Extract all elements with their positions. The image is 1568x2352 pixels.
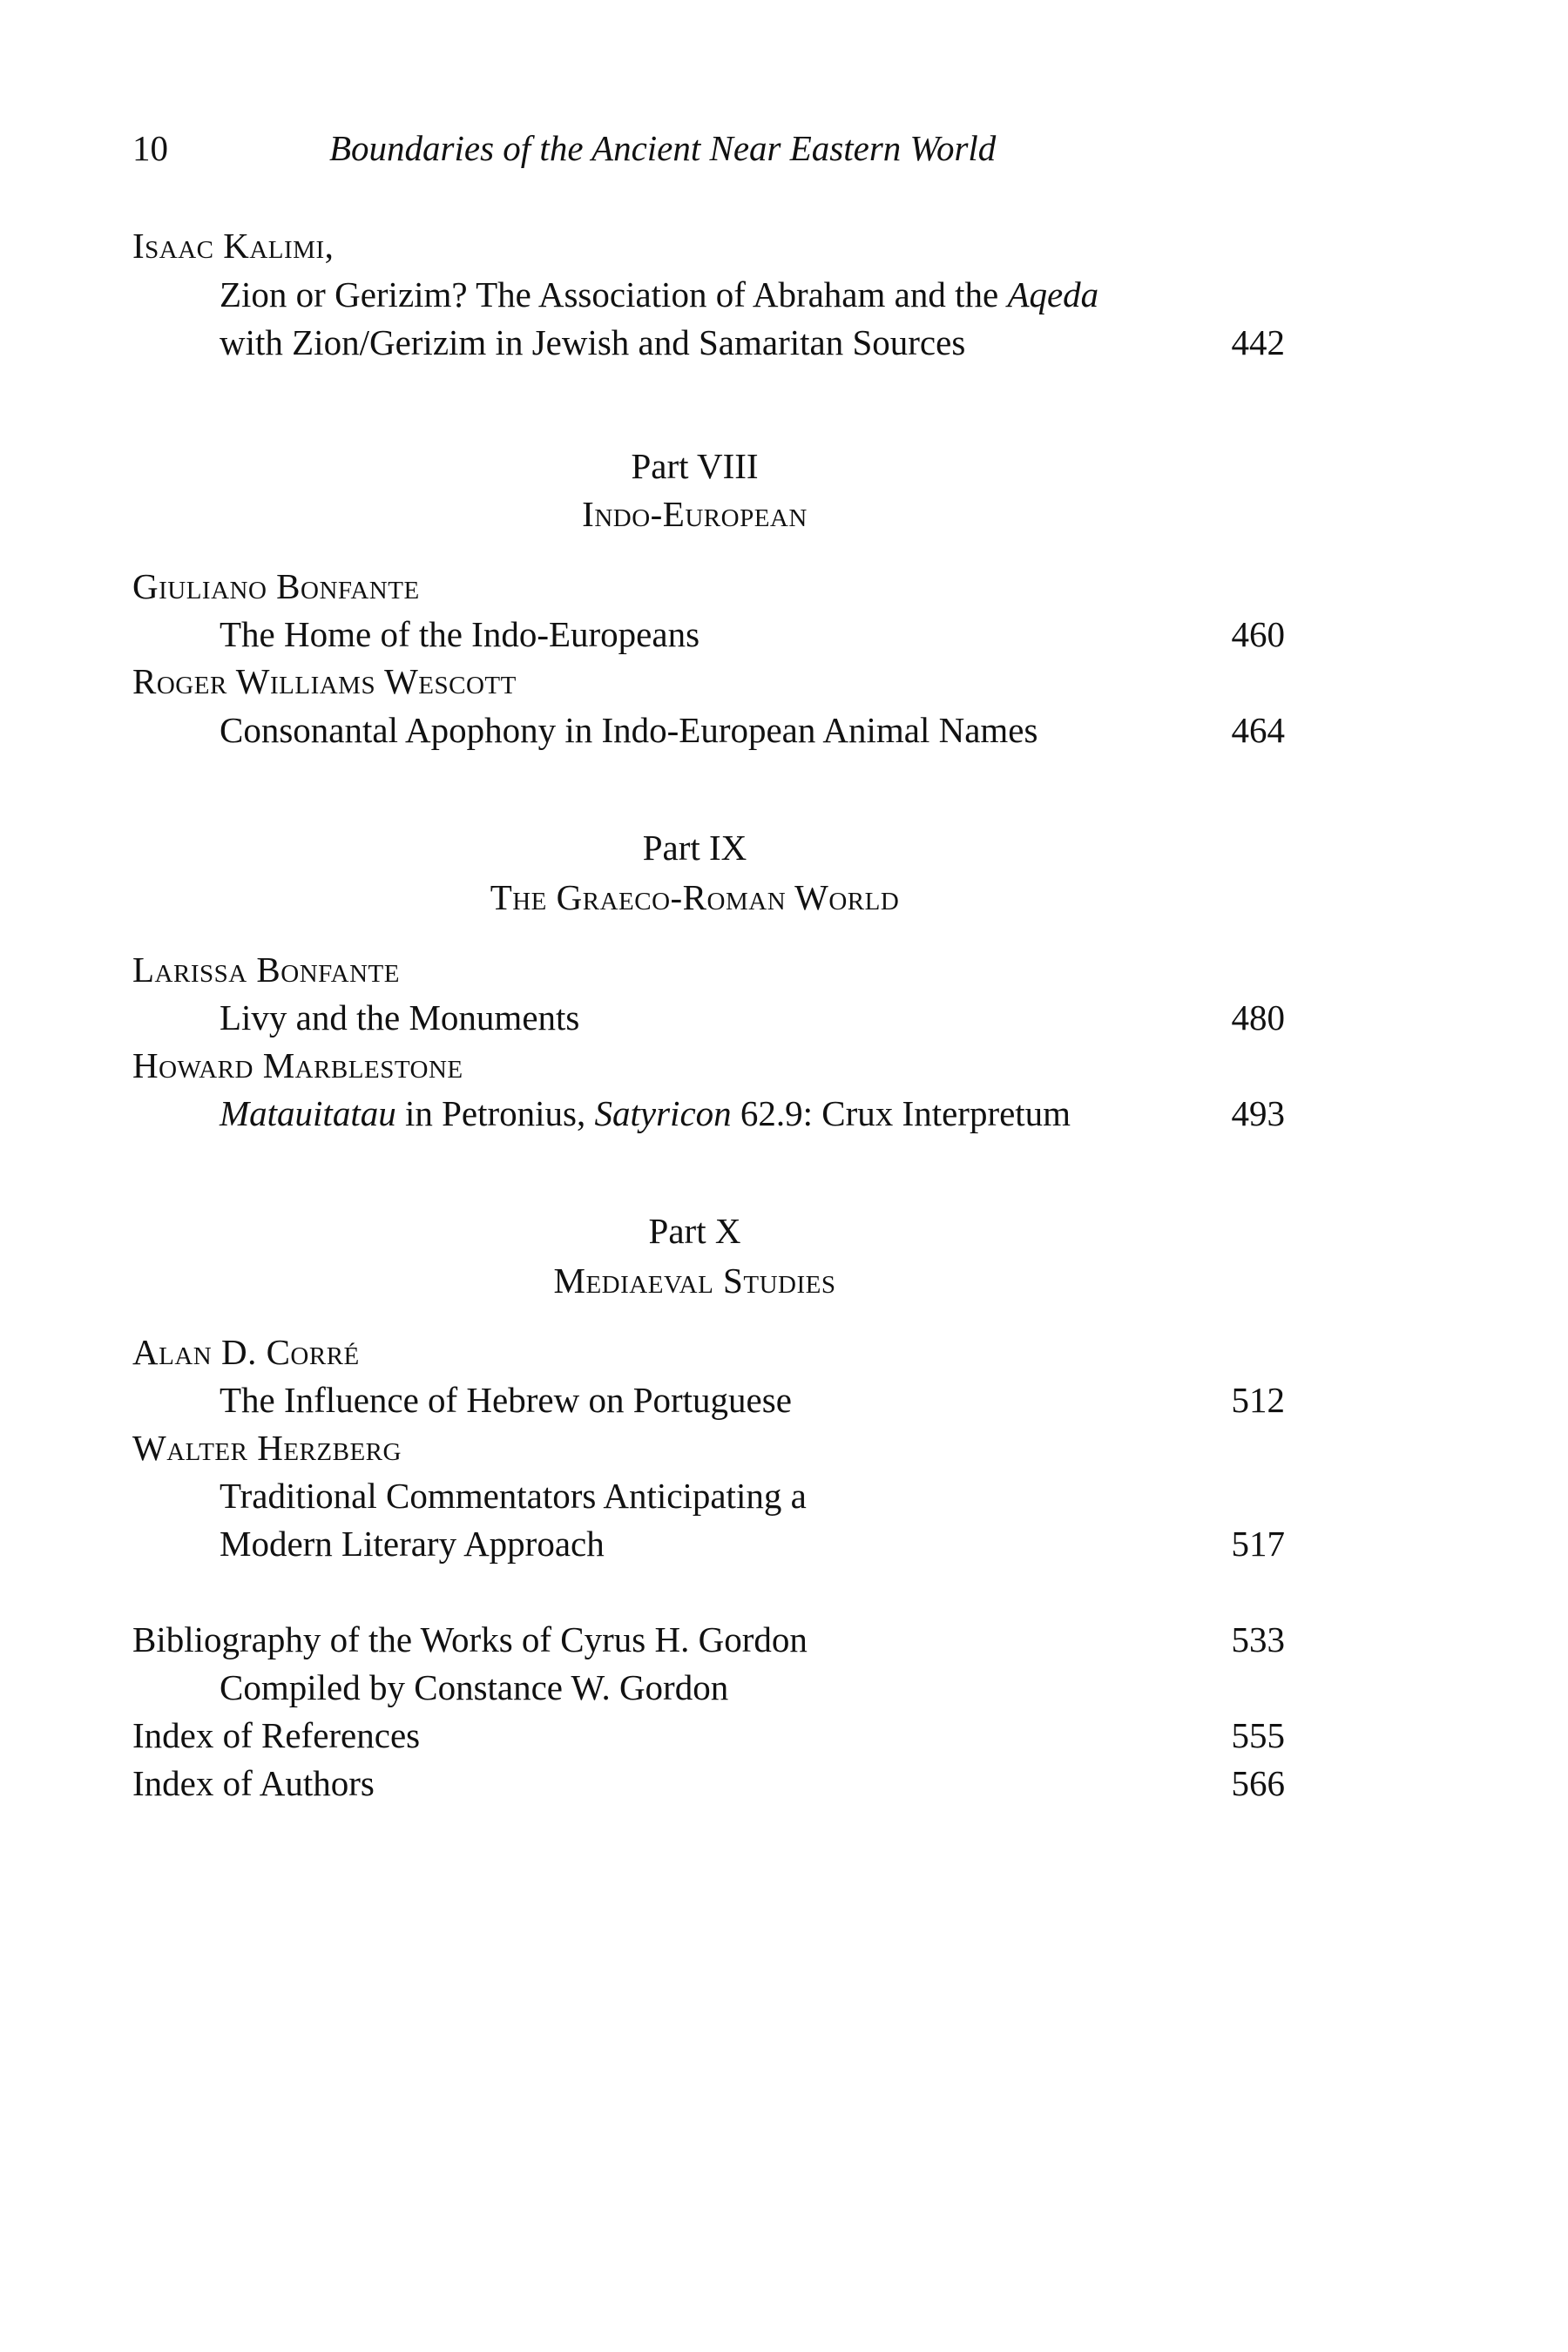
toc-title-text: in Petronius,	[395, 1093, 595, 1133]
toc-author: Giuliano Bonfante	[132, 566, 420, 606]
toc-page-number: 517	[1231, 1524, 1285, 1564]
running-title: Boundaries of the Ancient Near Eastern World	[329, 128, 997, 168]
toc-title: Traditional Commentators Anticipating a	[220, 1476, 807, 1516]
page-number: 10	[132, 128, 168, 168]
toc-title-italic: Aqeda	[1007, 274, 1099, 314]
part-heading: The Graeco-Roman World	[490, 877, 900, 917]
toc-title: Livy and the Monuments	[220, 997, 580, 1037]
toc-title	[220, 1093, 1071, 1133]
toc-title-italic: Satyricon	[594, 1093, 732, 1133]
toc-author: Walter Herzberg	[132, 1428, 402, 1468]
toc-page-number: 533	[1231, 1619, 1285, 1659]
part-heading: Mediaeval Studies	[553, 1260, 836, 1301]
toc-title-text: 62.9: Crux Interpretum	[731, 1093, 1071, 1133]
part-label: Part IX	[642, 828, 747, 868]
part-label: Part VIII	[631, 446, 759, 486]
toc-page-number: 493	[1231, 1093, 1285, 1133]
toc-title: The Influence of Hebrew on Portuguese	[220, 1380, 792, 1420]
toc-title-text: Zion or Gerizim? The Association of Abraham and the	[220, 274, 1008, 314]
toc-title-italic: Matauitatau	[220, 1093, 396, 1133]
toc-title	[220, 274, 1099, 314]
toc-page-number: 566	[1231, 1763, 1285, 1803]
toc-title: The Home of the Indo-Europeans	[220, 614, 700, 654]
toc-title: Index of Authors	[132, 1763, 375, 1803]
toc-title: Consonantal Apophony in Indo-European Animal Names	[220, 710, 1038, 750]
toc-author: Larissa Bonfante	[132, 950, 400, 990]
part-label: Part X	[648, 1211, 741, 1251]
toc-subtitle: Compiled by Constance W. Gordon	[220, 1667, 729, 1707]
toc-page-number: 480	[1231, 997, 1285, 1037]
toc-page-number: 460	[1231, 614, 1285, 654]
toc-page-number: 464	[1231, 710, 1285, 750]
toc-title-line2: with Zion/Gerizim in Jewish and Samaritan Sources	[220, 322, 966, 362]
toc-page-number: 555	[1231, 1715, 1285, 1755]
toc-page-number: 442	[1231, 322, 1285, 362]
part-heading: Indo-European	[582, 494, 808, 534]
toc-page-number: 512	[1231, 1380, 1285, 1420]
toc-author: Howard Marblestone	[132, 1045, 463, 1085]
toc-title: Index of References	[132, 1715, 421, 1755]
toc-author: Isaac Kalimi,	[132, 226, 335, 266]
toc-title: Bibliography of the Works of Cyrus H. Gordon	[132, 1619, 808, 1659]
toc-author: Roger Williams Wescott	[132, 661, 517, 701]
toc-title-line2: Modern Literary Approach	[220, 1524, 605, 1564]
toc-author: Alan D. Corré	[132, 1332, 360, 1372]
